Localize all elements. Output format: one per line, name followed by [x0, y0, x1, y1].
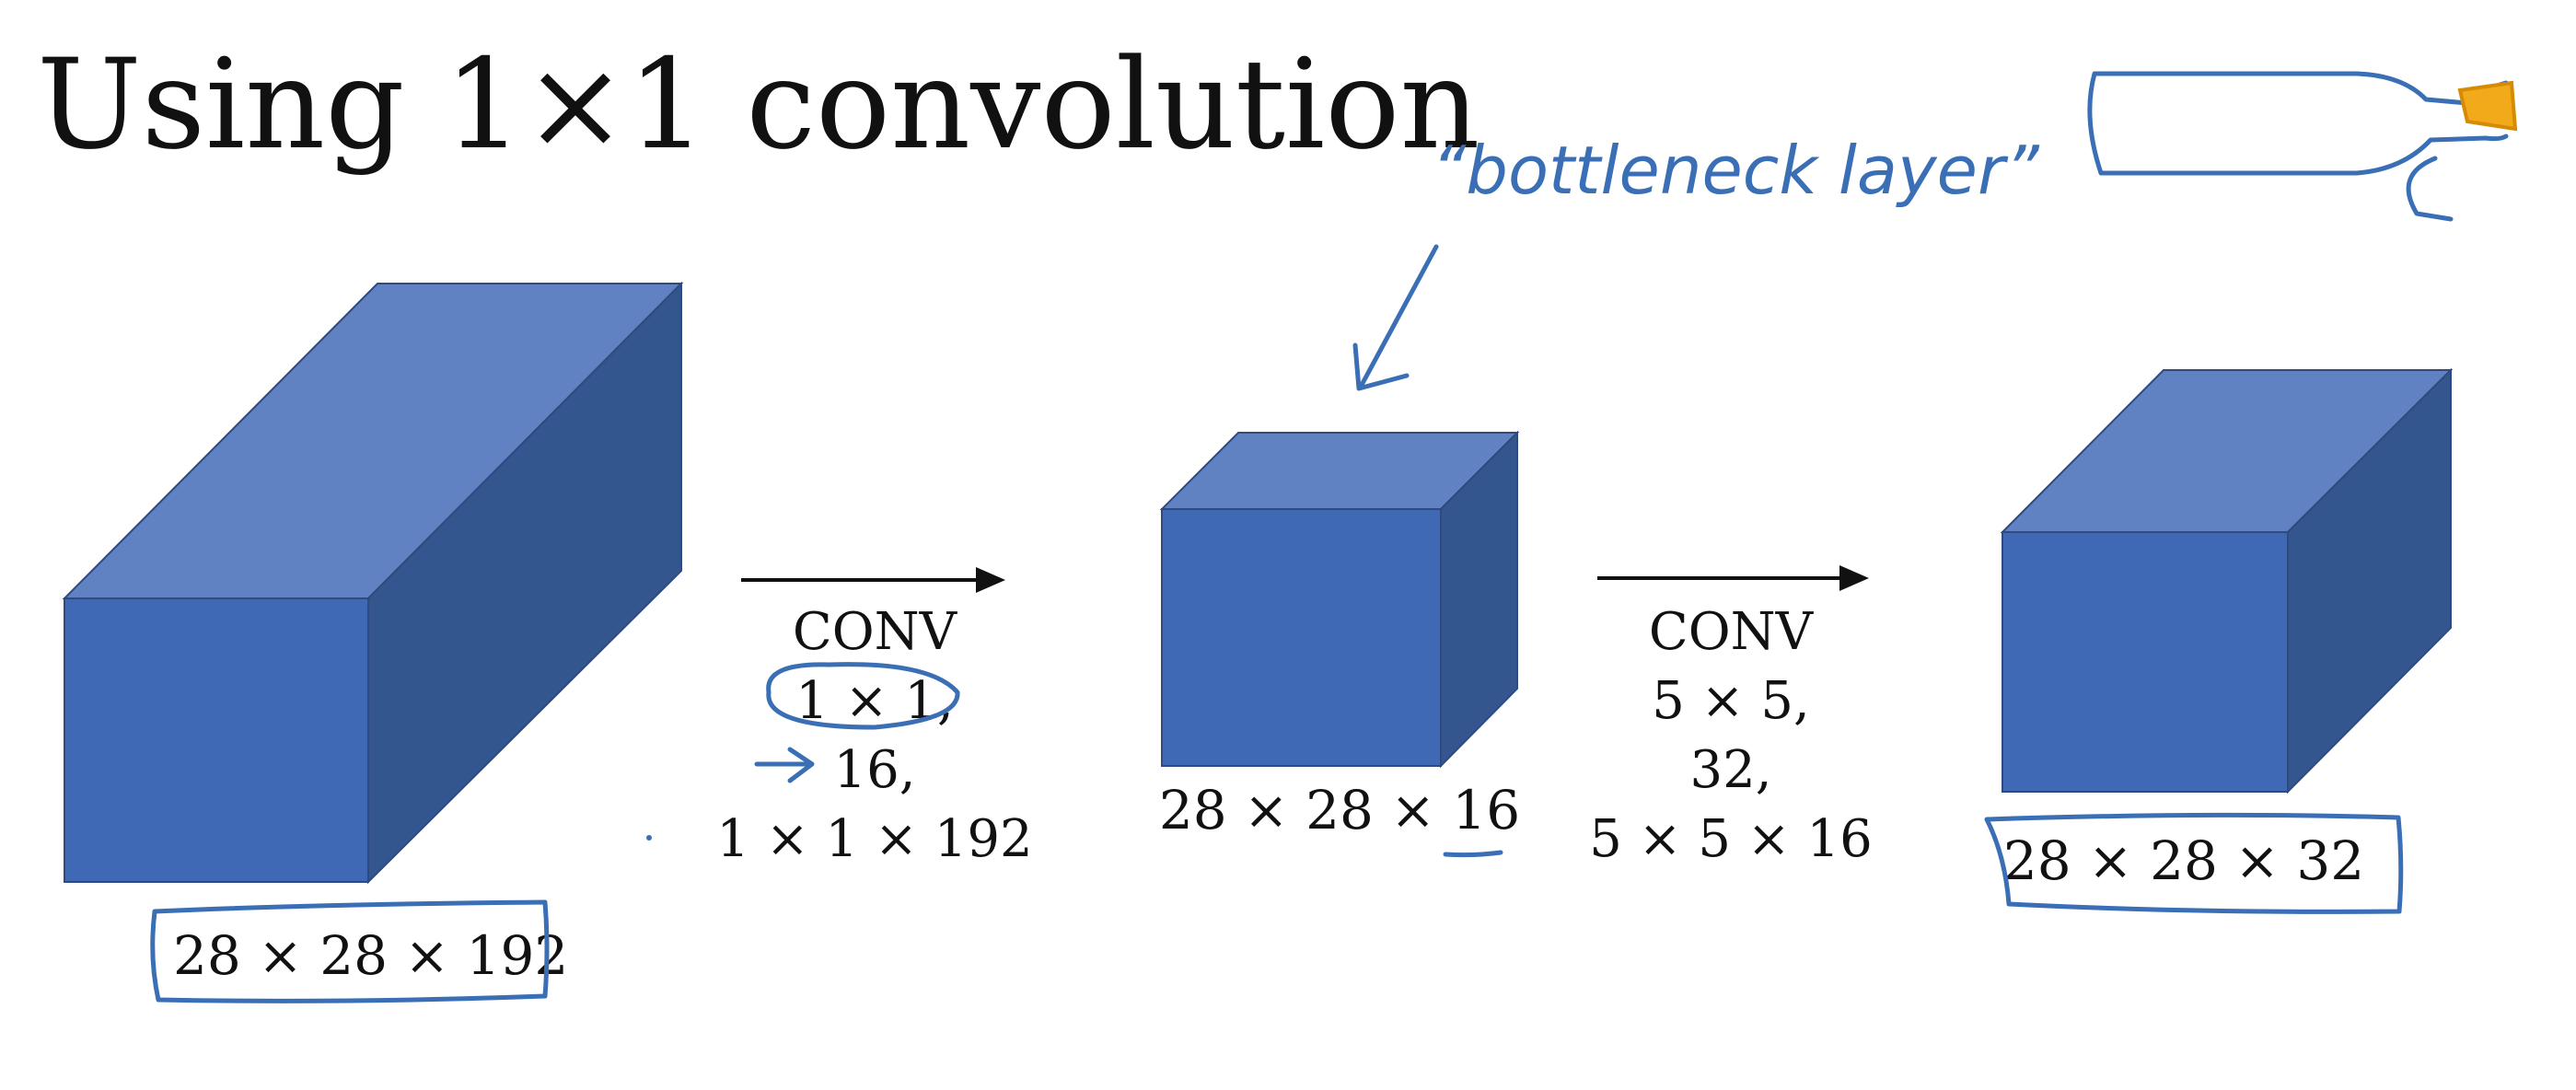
operation-shape: 5 × 5 × 16: [1589, 809, 1873, 869]
pointer-arrow-icon: [2408, 158, 2451, 219]
cube-front-face: [1162, 509, 1441, 766]
depth-underline-mark: [1445, 852, 1501, 855]
page-title: Using 1×1 convolution: [37, 32, 1480, 177]
volume-input: [64, 284, 681, 882]
operation-count: 32,: [1689, 740, 1772, 800]
flow-arrow-1-head: [976, 567, 1005, 593]
volume-output: [2002, 370, 2451, 792]
operation-name: CONV: [1648, 602, 1814, 662]
flow-arrow-2-head: [1839, 565, 1869, 591]
operation-name: CONV: [792, 602, 957, 662]
count-pointer-mark: [757, 749, 812, 781]
cube-front-face: [2002, 532, 2288, 792]
volume-bottleneck: [1162, 433, 1517, 766]
volume-label: 28 × 28 × 192: [173, 924, 569, 987]
operation-shape: 1 × 1 × 192: [716, 809, 1033, 869]
operation-count: 16,: [833, 740, 916, 800]
ink-dot: [646, 835, 652, 841]
cube-front-face: [64, 598, 368, 882]
bottleneck-annotation: “bottleneck layer”: [1432, 132, 2039, 209]
bottle-cap-icon: [2460, 83, 2515, 129]
operation-filter: 1 × 1,: [795, 671, 954, 731]
volume-label: 28 × 28 × 32: [2002, 829, 2365, 892]
operation-filter: 5 × 5,: [1652, 671, 1810, 731]
annotation-arrow-shaft: [1361, 247, 1436, 387]
bottle-sketch-icon: [2090, 74, 2515, 219]
volume-label: 28 × 28 × 16: [1158, 779, 1521, 841]
